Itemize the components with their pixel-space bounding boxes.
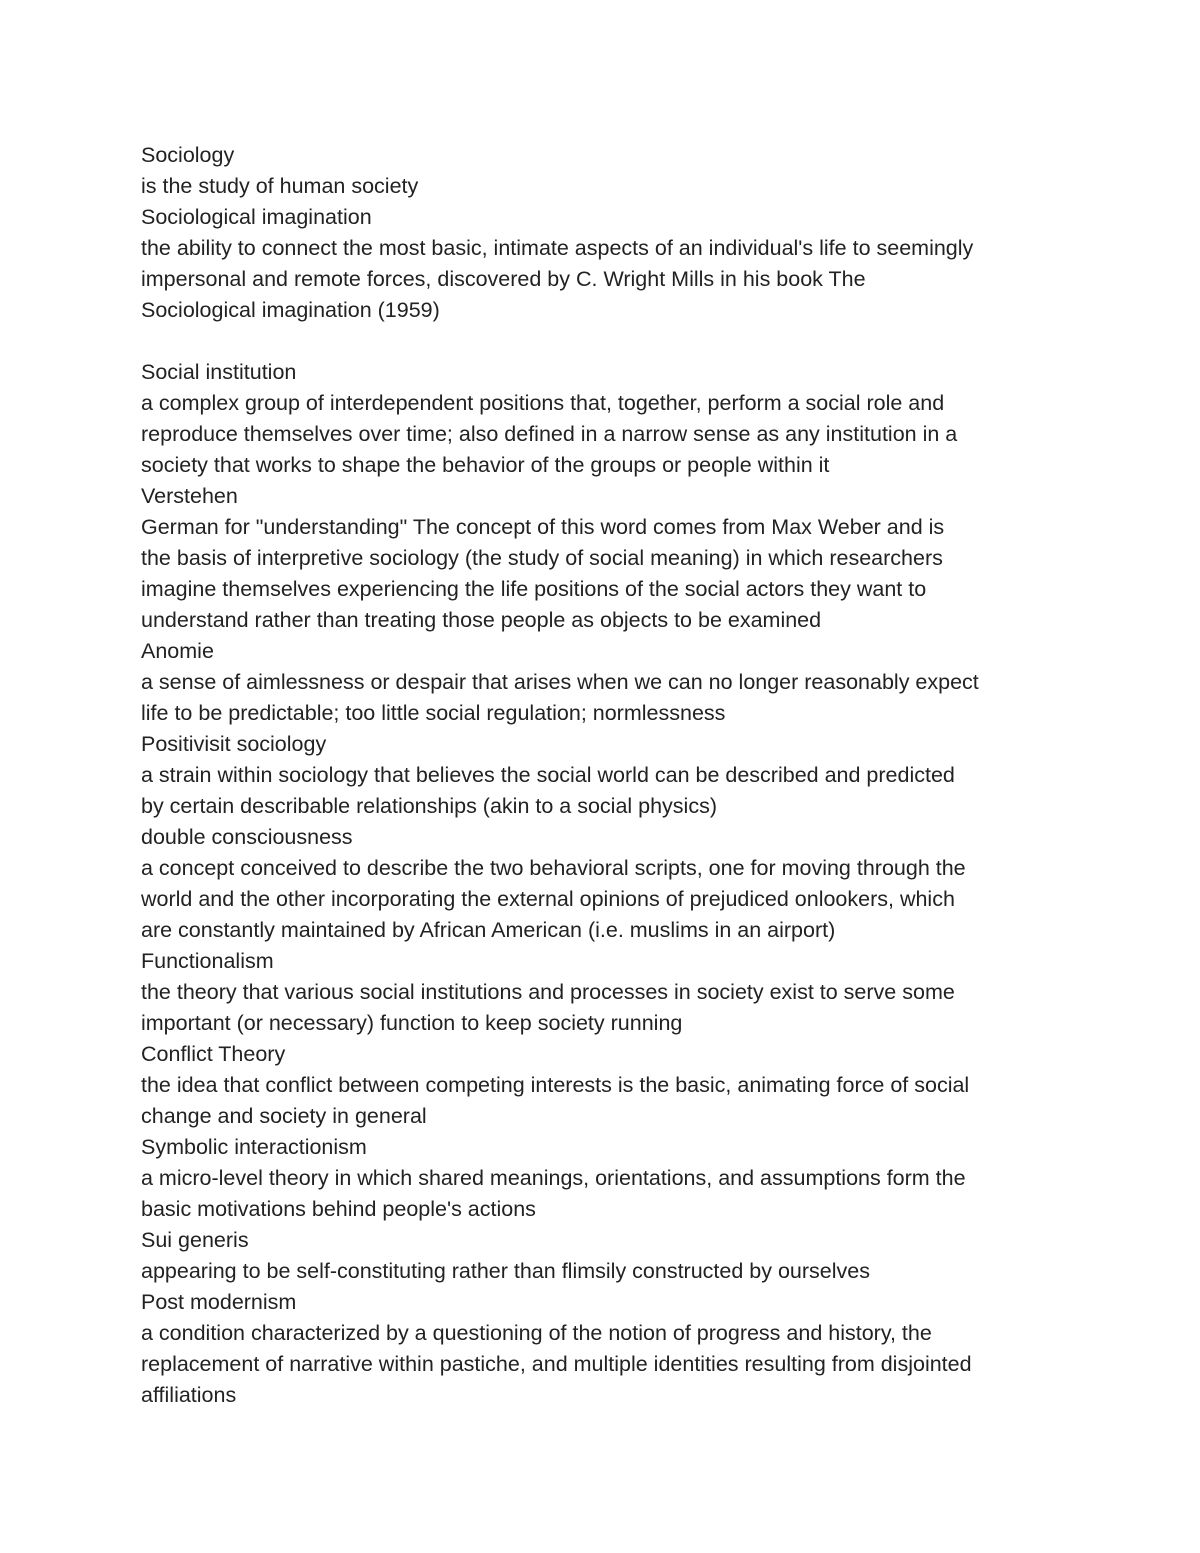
definition-post-modernism-line-3: affiliations (141, 1383, 237, 1407)
definition-anomie-line-1: a sense of aimlessness or despair that arises when we can no longer reasonably expect (141, 670, 979, 694)
term-verstehen: Verstehen (141, 484, 238, 508)
definition-verstehen-line-2: the basis of interpretive sociology (the study of social meaning) in which researchers (141, 546, 943, 570)
term-anomie: Anomie (141, 639, 214, 663)
document-body (141, 140, 1071, 1411)
blank-line (141, 326, 1071, 357)
definition-anomie-line-2: life to be predictable; too little social regulation; normlessness (141, 701, 726, 725)
term-post-modernism: Post modernism (141, 1290, 297, 1314)
definition-sociology: is the study of human society (141, 174, 419, 198)
definition-double-consciousness-line-1: a concept conceived to describe the two behavioral scripts, one for moving through the (141, 856, 966, 880)
definition-verstehen-line-1: German for "understanding" The concept of this word comes from Max Weber and is (141, 515, 945, 539)
definition-symbolic-interactionism-line-2: basic motivations behind people's actions (141, 1197, 536, 1221)
definition-sociological-imagination-line-3: Sociological imagination (1959) (141, 298, 440, 322)
definition-post-modernism-line-2: replacement of narrative within pastiche, and multiple identities resulting from disjointed (141, 1352, 972, 1376)
term-conflict-theory: Conflict Theory (141, 1042, 286, 1066)
definition-social-institution-line-3: society that works to shape the behavior of the groups or people within it (141, 453, 830, 477)
definition-double-consciousness-line-2: world and the other incorporating the external opinions of prejudiced onlookers, which (141, 887, 955, 911)
definition-verstehen-line-4: understand rather than treating those people as objects to be examined (141, 608, 822, 632)
definition-double-consciousness-line-3: are constantly maintained by African American (i.e. muslims in an airport) (141, 918, 836, 942)
term-symbolic-interactionism: Symbolic interactionism (141, 1135, 367, 1159)
definition-sui-generis: appearing to be self-constituting rather than flimsily constructed by ourselves (141, 1259, 870, 1283)
definition-functionalism-line-2: important (or necessary) function to keep society running (141, 1011, 683, 1035)
term-positivist-sociology: Positivisit sociology (141, 732, 327, 756)
term-functionalism: Functionalism (141, 949, 274, 973)
definition-conflict-theory-line-1: the idea that conflict between competing interests is the basic, animating force of social (141, 1073, 970, 1097)
definition-post-modernism-line-1: a condition characterized by a questioning of the notion of progress and history, the (141, 1321, 932, 1345)
term-sociology: Sociology (141, 143, 235, 167)
definition-functionalism-line-1: the theory that various social institutions and processes in society exist to serve some (141, 980, 955, 1004)
term-sociological-imagination: Sociological imagination (141, 205, 372, 229)
term-social-institution: Social institution (141, 360, 297, 384)
term-double-consciousness: double consciousness (141, 825, 353, 849)
definition-positivist-sociology-line-1: a strain within sociology that believes the social world can be described and predicted (141, 763, 955, 787)
definition-social-institution-line-2: reproduce themselves over time; also defined in a narrow sense as any institution in a (141, 422, 958, 446)
definition-symbolic-interactionism-line-1: a micro-level theory in which shared meanings, orientations, and assumptions form the (141, 1166, 966, 1190)
definition-positivist-sociology-line-2: by certain describable relationships (akin to a social physics) (141, 794, 717, 818)
definition-sociological-imagination-line-1: the ability to connect the most basic, intimate aspects of an individual's life to seemingly (141, 236, 974, 260)
definition-conflict-theory-line-2: change and society in general (141, 1104, 427, 1128)
definition-sociological-imagination-line-2: impersonal and remote forces, discovered by C. Wright Mills in his book The (141, 267, 866, 291)
term-sui-generis: Sui generis (141, 1228, 249, 1252)
definition-social-institution-line-1: a complex group of interdependent positions that, together, perform a social role and (141, 391, 945, 415)
definition-verstehen-line-3: imagine themselves experiencing the life positions of the social actors they want to (141, 577, 927, 601)
